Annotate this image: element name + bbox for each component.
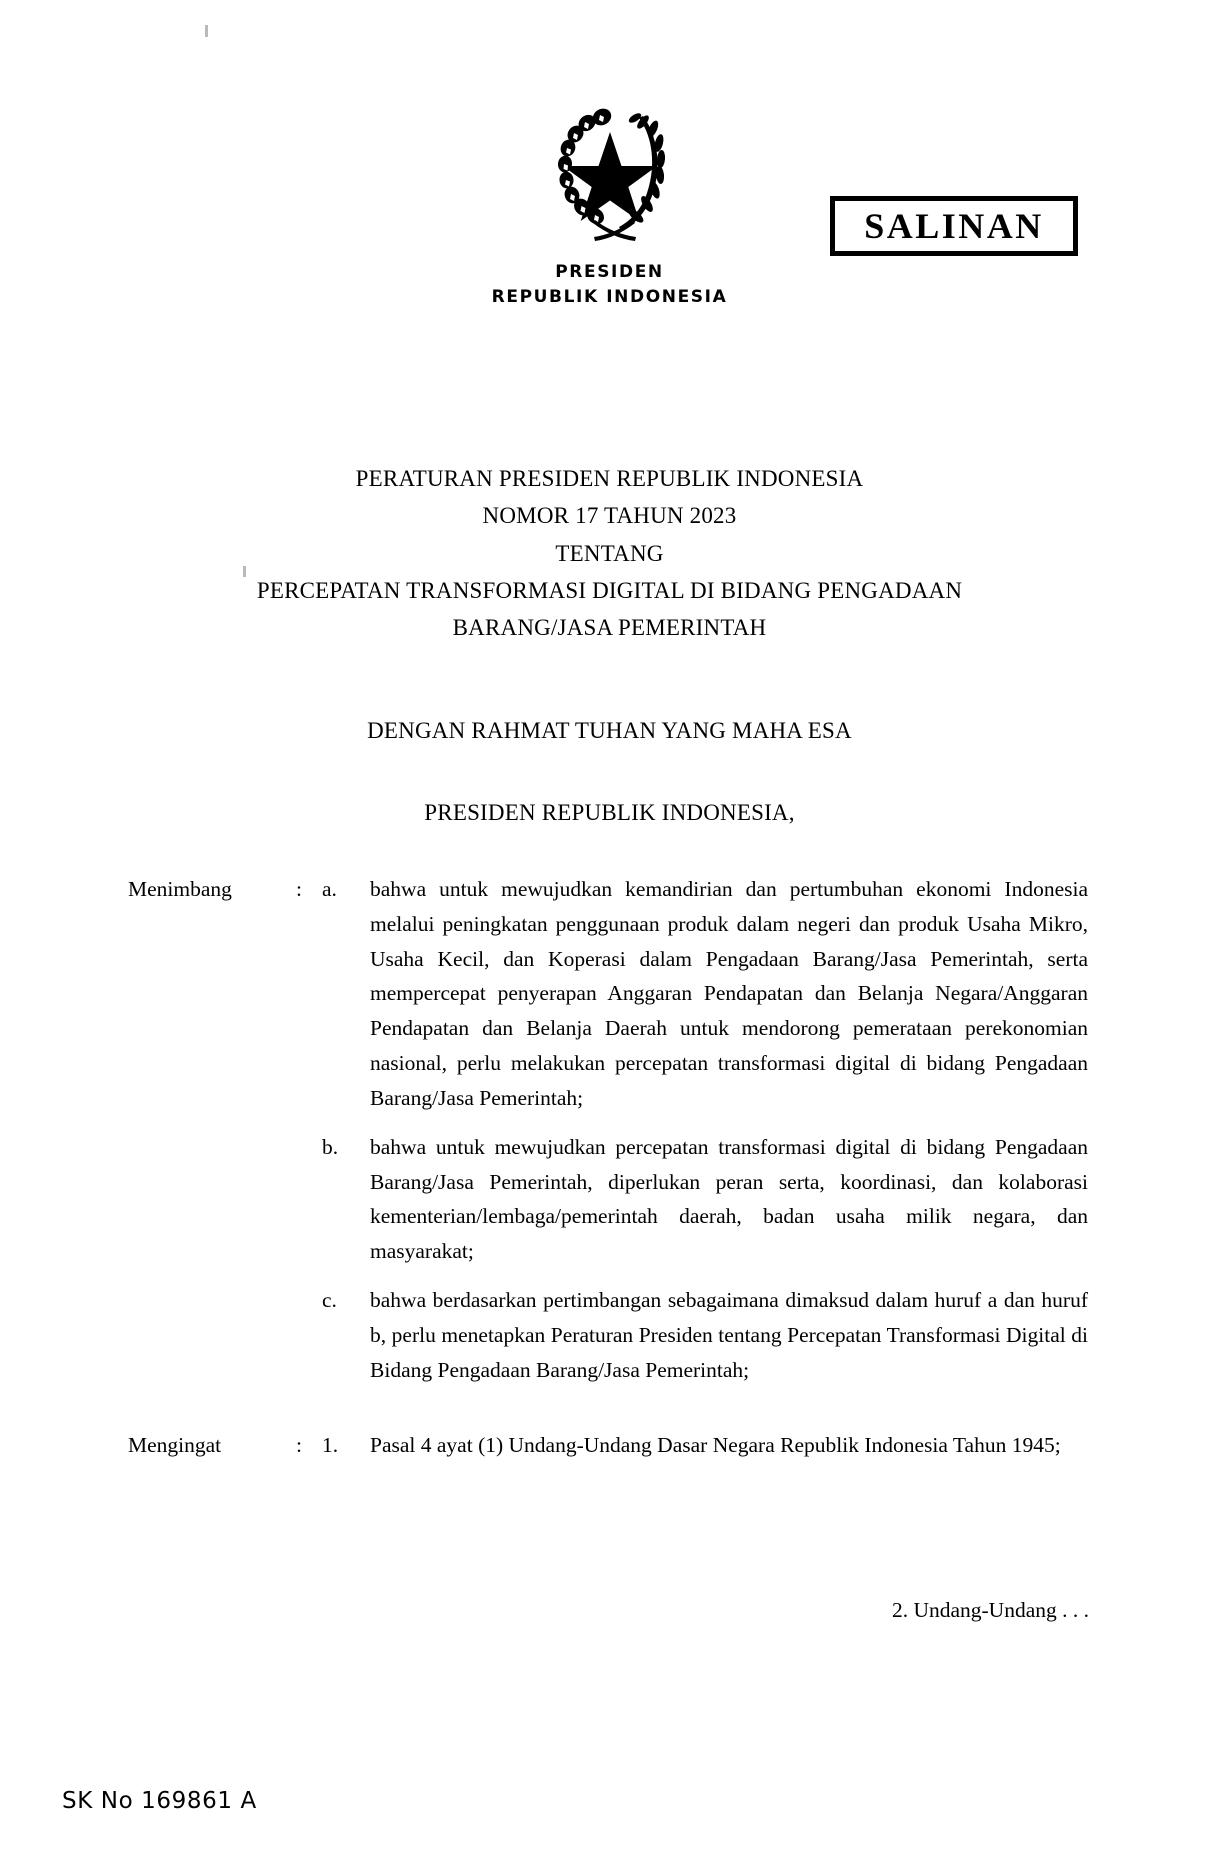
- title-line-1: PERATURAN PRESIDEN REPUBLIK INDONESIA: [355, 466, 864, 491]
- considering-text-b: bahwa untuk mewujudkan percepatan transformasi digital di bidang Pengadaan Barang/Jasa Pemerintah, diperlukan peran serta, koordinasi, dan kolaborasi kementerian/lembaga/pemerintah daerah, badan usaha milik negara, dan masyarakat;: [370, 1134, 1088, 1264]
- recalling-colon: :: [296, 1432, 302, 1457]
- title-line-4: PERCEPATAN TRANSFORMASI DIGITAL DI BIDANG PENGADAAN: [256, 577, 963, 603]
- recalling-label: Mengingat: [128, 1432, 222, 1457]
- spacer: [128, 1116, 1088, 1130]
- considering-text-a: bahwa untuk mewujudkan kemandirian dan pertumbuhan ekonomi Indonesia melalui peningkatan penggunaan produk dalam negeri dan produk Usaha Mikro, Usaha Kecil, dan Koperasi dalam Pengadaan Barang/Jasa Pemerintah, serta mempercepat penyerapan Anggaran Pendapatan dan Belanja Negara/Anggaran Pendapatan dan Belanja Daerah untuk mendorong pemerataan perekonomian nasional, perlu melakukan percepatan transformasi digital di bidang Pengadaan Barang/Jasa Pemerintah;: [370, 877, 1088, 1110]
- considering-marker-a: a.: [322, 877, 337, 901]
- considering-label: Menimbang: [128, 877, 232, 901]
- recalling-marker-1: 1.: [322, 1432, 339, 1457]
- institution-line-2: REPUBLIK INDONESIA: [491, 286, 728, 307]
- considering-item-b: [128, 1130, 1088, 1269]
- scan-speck: [205, 25, 208, 37]
- considering-marker-c: c.: [322, 1288, 337, 1313]
- considering-item-a: [128, 872, 1088, 1116]
- document-footer-code: SK No 169861 A: [62, 1788, 257, 1814]
- institution-name: [492, 260, 728, 309]
- garuda-star-wreath-icon: [540, 96, 680, 248]
- continuation-marker: 2. Undang-Undang . . .: [891, 1598, 1089, 1622]
- considering-colon: :: [296, 877, 302, 901]
- invocation-line: DENGAN RAHMAT TUHAN YANG MAHA ESA: [367, 718, 852, 743]
- signatory-line: PRESIDEN REPUBLIK INDONESIA,: [424, 800, 795, 825]
- considering-marker-b: b.: [322, 1134, 339, 1159]
- spacer: [128, 1269, 1088, 1283]
- considering-text-c: bahwa berdasarkan pertimbangan sebagaimana dimaksud dalam huruf a dan huruf b, perlu menetapkan Peraturan Presiden tentang Percepatan Transformasi Digital di Bidang Pengadaan Barang/Jasa Pemerintah;: [370, 1288, 1088, 1382]
- recalling-item-1: [128, 1428, 1088, 1463]
- title-line-2: NOMOR 17 TAHUN 2023: [482, 503, 737, 529]
- salinan-label: SALINAN: [864, 206, 1044, 246]
- spacer: [128, 1388, 1088, 1428]
- salinan-stamp: [830, 196, 1078, 256]
- considering-item-c: [128, 1283, 1088, 1387]
- recalling-text-1: Pasal 4 ayat (1) Undang-Undang Dasar Negara Republik Indonesia Tahun 1945;: [370, 1432, 1061, 1457]
- document-body: [128, 872, 1088, 1462]
- title-line-5: BARANG/JASA PEMERINTAH: [452, 615, 767, 640]
- title-line-3: TENTANG: [555, 540, 664, 566]
- institution-line-1: PRESIDEN: [555, 262, 664, 282]
- document-title: [0, 460, 1219, 646]
